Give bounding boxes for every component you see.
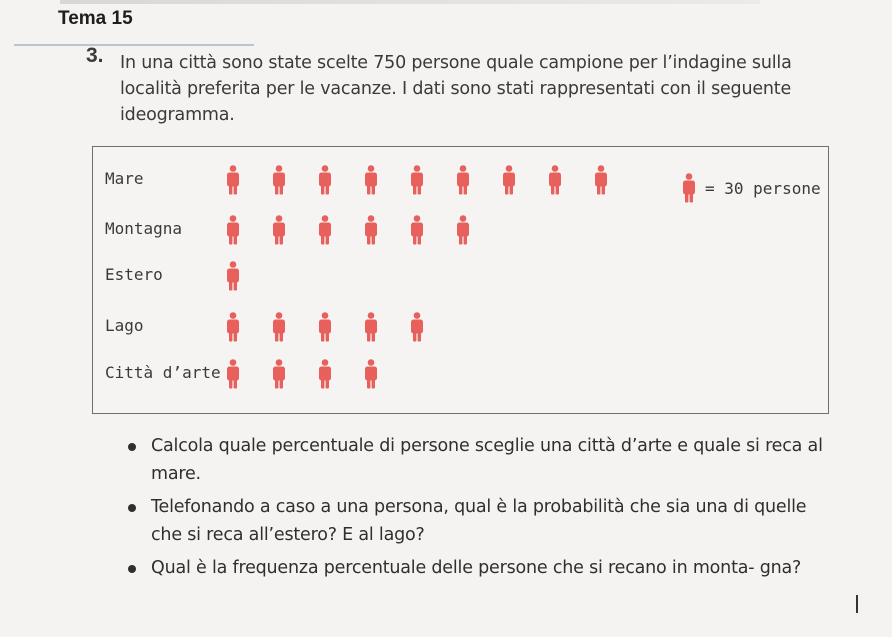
category-label: Lago bbox=[105, 316, 144, 335]
exercise-bullets bbox=[128, 432, 838, 587]
bullet-item: Qual è la frequenza percentuale delle persone che si recano in monta- gna? bbox=[128, 554, 838, 582]
bullet-item: Calcola quale percentuale di persone sceglie una città d’arte e quale si reca al mare. bbox=[128, 432, 838, 488]
person-icon bbox=[409, 312, 425, 342]
person-icon bbox=[271, 312, 287, 342]
person-icon bbox=[363, 165, 379, 195]
person-icon bbox=[271, 215, 287, 245]
person-icon bbox=[317, 312, 333, 342]
person-icon bbox=[363, 215, 379, 245]
question-text: In una città sono state scelte 750 persone quale campione per l’indagine sulla località preferita per le vacanze. I dati sono stati rappresentati con il seguente ideogramma. bbox=[120, 53, 792, 125]
person-icon bbox=[271, 165, 287, 195]
person-icon bbox=[409, 165, 425, 195]
ideogram-chart bbox=[92, 146, 829, 414]
person-icon bbox=[409, 215, 425, 245]
person-icon bbox=[317, 165, 333, 195]
text-cursor-mark bbox=[856, 595, 858, 613]
person-icon bbox=[225, 165, 241, 195]
person-icon bbox=[363, 312, 379, 342]
person-icon bbox=[225, 261, 241, 291]
person-icon bbox=[225, 312, 241, 342]
person-icon bbox=[317, 215, 333, 245]
person-icon bbox=[455, 215, 471, 245]
person-icon bbox=[501, 165, 517, 195]
blue-underline bbox=[14, 44, 254, 46]
legend-person-icon bbox=[681, 173, 697, 203]
category-label: Mare bbox=[105, 169, 144, 188]
bullet-item: Telefonando a caso a una persona, qual è la probabilità che sia una di quelle che si reca all’estero? E al lago? bbox=[128, 493, 838, 549]
person-icon bbox=[547, 165, 563, 195]
person-icon bbox=[363, 359, 379, 389]
person-icon bbox=[225, 215, 241, 245]
person-icon bbox=[455, 165, 471, 195]
page-top-edge bbox=[60, 0, 760, 4]
legend-label: = 30 persone bbox=[705, 179, 821, 198]
category-label: Estero bbox=[105, 265, 163, 284]
person-icon bbox=[225, 359, 241, 389]
person-icon bbox=[317, 359, 333, 389]
person-icon bbox=[271, 359, 287, 389]
person-icon bbox=[593, 165, 609, 195]
category-label: Città d’arte bbox=[105, 363, 221, 382]
theme-title: Tema 15 bbox=[58, 8, 133, 29]
category-label: Montagna bbox=[105, 219, 183, 238]
question-number: 3. bbox=[86, 44, 104, 67]
